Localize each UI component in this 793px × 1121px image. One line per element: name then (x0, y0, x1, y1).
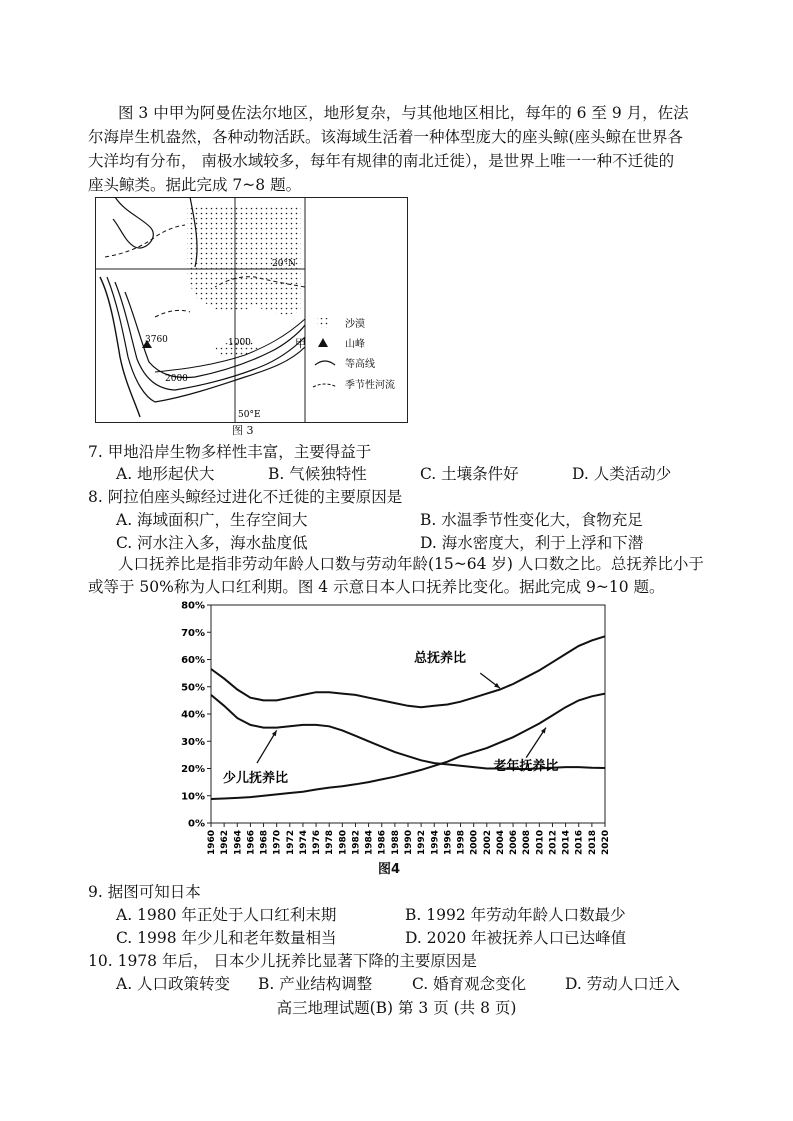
peak-elevation: 3760 (145, 335, 168, 345)
contour-label-1000: 1000 (228, 338, 251, 348)
q10-option-d[interactable]: D. 劳动人口迁入 (565, 975, 680, 993)
x-tick-label: 1980 (338, 829, 349, 855)
y-tick-label: 0% (188, 818, 205, 830)
label-child: 少儿抚养比 (223, 771, 289, 787)
label-total: 总抚养比 (414, 651, 467, 667)
y-tick-label: 70% (181, 627, 205, 639)
label-child-arrow (257, 730, 277, 763)
x-tick-label: 2012 (548, 829, 559, 855)
x-tick-label: 2006 (509, 829, 520, 855)
x-tick-label: 1972 (285, 829, 296, 855)
legend-desert-swatch (317, 318, 329, 328)
place-label-jia: 甲 (295, 337, 306, 350)
intro-line-3: 大洋均有分布， 南极水域较多，每年有规律的南北迁徙），是世界上唯一一种不迁徙的 (88, 152, 675, 170)
x-tick-label: 2018 (587, 829, 598, 855)
intro2-line-2: 或等于 50%称为人口红利期。图 4 示意日本人口抚养比变化。据此完成 9~10 题。 (88, 578, 665, 596)
y-tick-label: 30% (181, 736, 205, 748)
legend-contour: 等高线 (345, 359, 375, 370)
y-tick-label: 10% (181, 791, 205, 803)
q10-option-c[interactable]: C. 婚育观念变化 (412, 975, 527, 993)
longitude-label: 50°E (238, 410, 261, 420)
x-tick-label: 1996 (443, 829, 454, 855)
x-tick-label: 2010 (535, 829, 546, 855)
x-tick-label: 2004 (495, 829, 506, 855)
y-tick-label: 60% (181, 655, 205, 666)
y-tick-label: 50% (181, 682, 205, 694)
x-tick-label: 1970 (272, 829, 283, 855)
x-tick-label: 2014 (561, 829, 572, 855)
plot-frame (211, 605, 605, 823)
intro2-line-1: 人口抚养比是指非劳动年龄人口数与劳动年龄(15~64 岁) 人口数之比。总抚养比小于 (118, 555, 704, 573)
x-tick-label: 2002 (482, 829, 493, 855)
intro-line-1: 图 3 中甲为阿曼佐法尔地区，地形复杂，与其他地区相比，每年的 6 至 9 月，佐法 (118, 104, 689, 122)
page-footer: 高三地理试题(B) 第 3 页 (共 8 页) (276, 999, 517, 1017)
x-tick-label: 1990 (404, 829, 414, 855)
q8-option-a[interactable]: A. 海域面积广，生存空间大 (116, 511, 308, 529)
map-figure (95, 197, 408, 423)
q10-option-b[interactable]: B. 产业结构调整 (258, 975, 373, 993)
y-tick-label: 20% (181, 764, 205, 775)
q7-option-a[interactable]: A. 地形起伏大 (116, 465, 215, 483)
q10-option-a[interactable]: A. 人口政策转变 (116, 975, 231, 993)
q8-option-c[interactable]: C. 河水注入多，海水盐度低 (116, 534, 308, 552)
x-tick-label: 1994 (430, 829, 441, 855)
intro-line-2: 尔海岸生机盎然，各种动物活跃。该海域生活着一种体型庞大的座头鲸(座头鲸在世界各 (88, 128, 684, 146)
x-tick-label: 1992 (417, 829, 428, 855)
q10-stem: 10. 1978 年后， 日本少儿抚养比显著下降的主要原因是 (88, 952, 477, 970)
x-tick-label: 1988 (390, 829, 401, 855)
q7-stem: 7. 甲地沿岸生物多样性丰富，主要得益于 (88, 443, 372, 461)
x-tick-label: 1998 (456, 829, 467, 855)
q9-option-b[interactable]: B. 1992 年劳动年龄人口数最少 (405, 906, 626, 924)
q9-option-d[interactable]: D. 2020 年被抚养人口已达峰值 (405, 929, 627, 947)
x-tick-label: 1960 (207, 829, 217, 855)
x-tick-label: 2016 (574, 829, 585, 855)
q8-option-d[interactable]: D. 海水密度大，利于上浮和下潜 (420, 534, 644, 552)
legend-river: 季节性河流 (345, 380, 395, 391)
q9-option-a[interactable]: A. 1980 年正处于人口红利末期 (116, 906, 337, 924)
x-tick-label: 1964 (233, 829, 244, 855)
map-caption: 图 3 (232, 424, 254, 437)
dependency-ratio-chart (180, 598, 620, 878)
q9-option-c[interactable]: C. 1998 年少儿和老年数量相当 (116, 929, 337, 947)
x-tick-label: 1984 (364, 829, 375, 855)
intro-line-4: 座头鲸类。据此完成 7~8 题。 (88, 176, 302, 194)
q7-option-d[interactable]: D. 人类活动少 (572, 465, 672, 483)
x-tick-label: 1962 (220, 829, 231, 855)
q7-option-c[interactable]: C. 土壤条件好 (420, 465, 519, 483)
latitude-label: 20°N (272, 259, 296, 269)
label-elderly-arrowhead (541, 728, 546, 734)
x-tick-label: 1966 (246, 829, 257, 855)
x-tick-label: 1974 (298, 829, 309, 855)
legend-peak: 山峰 (345, 339, 365, 350)
x-tick-label: 2008 (522, 829, 533, 855)
label-elderly: 老年抚养比 (493, 758, 559, 774)
x-tick-label: 2020 (601, 829, 611, 855)
x-tick-label: 1982 (351, 829, 362, 855)
q9-stem: 9. 据图可知日本 (88, 883, 201, 901)
q7-option-b[interactable]: B. 气候独特性 (268, 465, 367, 483)
chart-caption: 图4 (378, 862, 401, 877)
y-tick-label: 40% (181, 709, 205, 721)
x-tick-label: 1976 (312, 829, 323, 855)
q8-option-b[interactable]: B. 水温季节性变化大，食物充足 (420, 511, 643, 529)
q8-stem: 8. 阿拉伯座头鲸经过进化不迁徙的主要原因是 (88, 488, 403, 506)
contour-label-2000: 2000 (165, 374, 188, 384)
x-tick-label: 1986 (377, 829, 388, 855)
y-tick-label: 80% (181, 600, 205, 612)
x-tick-label: 1968 (259, 829, 270, 855)
legend-desert: 沙漠 (345, 319, 365, 330)
x-tick-label: 2000 (469, 829, 480, 855)
x-tick-label: 1978 (325, 829, 336, 855)
total-dependency-line (211, 636, 605, 707)
